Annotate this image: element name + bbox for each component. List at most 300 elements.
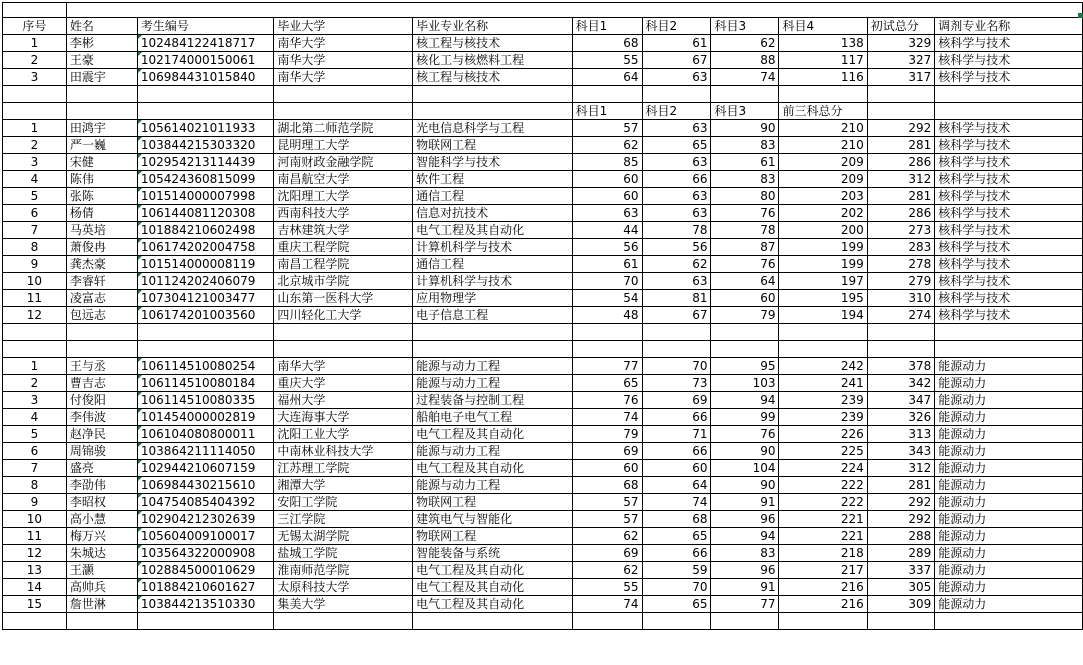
cell-score4[interactable]: 199: [779, 239, 867, 256]
blank-cell[interactable]: [3, 613, 67, 630]
blank-cell[interactable]: [779, 613, 867, 630]
cell-university[interactable]: 山东第一医科大学: [274, 290, 413, 307]
cell-subject3[interactable]: 90: [711, 477, 779, 494]
blank-cell[interactable]: [137, 86, 273, 103]
cell-subject3[interactable]: 77: [711, 596, 779, 613]
cell-candidate-id[interactable]: 101124202406079: [137, 273, 273, 290]
cell-transfer-major[interactable]: 能源动力: [935, 477, 1083, 494]
cell-transfer-major[interactable]: 核科学与技术: [935, 137, 1083, 154]
blank-cell[interactable]: [867, 324, 935, 341]
cell-major[interactable]: 核工程与核技术: [413, 69, 572, 86]
blank-cell[interactable]: [137, 324, 273, 341]
cell-subject1[interactable]: 68: [572, 35, 642, 52]
cell-candidate-id[interactable]: 104754085404392: [137, 494, 273, 511]
cell-subject2[interactable]: 70: [642, 358, 711, 375]
header-cell-4[interactable]: 毕业专业名称: [413, 18, 572, 35]
blank-cell[interactable]: [867, 613, 935, 630]
cell-score4[interactable]: 199: [779, 256, 867, 273]
sub-header-cell-1[interactable]: 科目2: [642, 103, 711, 120]
cell-score4[interactable]: 221: [779, 511, 867, 528]
cell-name[interactable]: 詹世淋: [66, 596, 137, 613]
cell-subject1[interactable]: 54: [572, 290, 642, 307]
cell-subject2[interactable]: 73: [642, 375, 711, 392]
cell-university[interactable]: 重庆大学: [274, 375, 413, 392]
blank-cell[interactable]: [779, 341, 867, 358]
cell-subject2[interactable]: 67: [642, 307, 711, 324]
cell-no[interactable]: 2: [3, 137, 67, 154]
blank-cell[interactable]: [137, 103, 273, 120]
cell-subject3[interactable]: 76: [711, 256, 779, 273]
cell-university[interactable]: 北京城市学院: [274, 273, 413, 290]
blank-cell[interactable]: [274, 613, 413, 630]
cell-candidate-id[interactable]: 101514000007998: [137, 188, 273, 205]
cell-transfer-major[interactable]: 能源动力: [935, 596, 1083, 613]
cell-no[interactable]: 11: [3, 528, 67, 545]
cell-name[interactable]: 曹吉志: [66, 375, 137, 392]
cell-subject3[interactable]: 96: [711, 562, 779, 579]
cell-name[interactable]: 凌富志: [66, 290, 137, 307]
cell-subject3[interactable]: 61: [711, 154, 779, 171]
cell-subject3[interactable]: 79: [711, 307, 779, 324]
blank-cell[interactable]: [3, 103, 67, 120]
cell-subject3[interactable]: 90: [711, 443, 779, 460]
cell-name[interactable]: 赵净民: [66, 426, 137, 443]
cell-major[interactable]: 电气工程及其自动化: [413, 579, 572, 596]
cell-candidate-id[interactable]: 103564322000908: [137, 545, 273, 562]
cell-no[interactable]: 3: [3, 154, 67, 171]
blank-cell[interactable]: [711, 341, 779, 358]
cell-subject1[interactable]: 61: [572, 256, 642, 273]
cell-name[interactable]: 田鸿宇: [66, 120, 137, 137]
cell-university[interactable]: 大连海事大学: [274, 409, 413, 426]
cell-major[interactable]: 电气工程及其自动化: [413, 426, 572, 443]
cell-total[interactable]: 288: [867, 528, 935, 545]
cell-total[interactable]: 278: [867, 256, 935, 273]
cell-university[interactable]: 昆明理工大学: [274, 137, 413, 154]
cell-no[interactable]: 6: [3, 205, 67, 222]
header-cell-6[interactable]: 科目2: [642, 18, 711, 35]
cell-major[interactable]: 物联网工程: [413, 137, 572, 154]
cell-subject1[interactable]: 64: [572, 69, 642, 86]
cell-subject2[interactable]: 64: [642, 477, 711, 494]
cell-total[interactable]: 342: [867, 375, 935, 392]
cell-candidate-id[interactable]: 102174000150061: [137, 52, 273, 69]
cell-total[interactable]: 326: [867, 409, 935, 426]
cell-major[interactable]: 智能装备与系统: [413, 545, 572, 562]
cell-transfer-major[interactable]: 核科学与技术: [935, 273, 1083, 290]
cell-total[interactable]: 292: [867, 511, 935, 528]
cell-score4[interactable]: 239: [779, 392, 867, 409]
cell-transfer-major[interactable]: 核科学与技术: [935, 205, 1083, 222]
blank-cell[interactable]: [867, 341, 935, 358]
cell-subject2[interactable]: 63: [642, 69, 711, 86]
cell-subject1[interactable]: 70: [572, 273, 642, 290]
blank-cell[interactable]: [572, 341, 642, 358]
cell-total[interactable]: 292: [867, 120, 935, 137]
cell-transfer-major[interactable]: 能源动力: [935, 358, 1083, 375]
blank-cell[interactable]: [413, 613, 572, 630]
cell-transfer-major[interactable]: 能源动力: [935, 511, 1083, 528]
cell-subject3[interactable]: 88: [711, 52, 779, 69]
cell-candidate-id[interactable]: 102954213114439: [137, 154, 273, 171]
sub-header-cell-0[interactable]: 科目1: [572, 103, 642, 120]
blank-cell[interactable]: [413, 324, 572, 341]
cell-major[interactable]: 计算机科学与技术: [413, 239, 572, 256]
cell-candidate-id[interactable]: 107304121003477: [137, 290, 273, 307]
cell-major[interactable]: 电气工程及其自动化: [413, 562, 572, 579]
cell-subject3[interactable]: 96: [711, 511, 779, 528]
cell-major[interactable]: 通信工程: [413, 188, 572, 205]
cell-transfer-major[interactable]: 核科学与技术: [935, 290, 1083, 307]
cell-candidate-id[interactable]: 103844213510330: [137, 596, 273, 613]
cell-university[interactable]: 重庆工程学院: [274, 239, 413, 256]
cell-score4[interactable]: 225: [779, 443, 867, 460]
cell-name[interactable]: 高小慧: [66, 511, 137, 528]
cell-subject3[interactable]: 60: [711, 290, 779, 307]
cell-candidate-id[interactable]: 105424360815099: [137, 171, 273, 188]
header-cell-5[interactable]: 科目1: [572, 18, 642, 35]
cell-candidate-id[interactable]: 105604009100017: [137, 528, 273, 545]
cell-subject1[interactable]: 74: [572, 596, 642, 613]
blank-cell[interactable]: [3, 324, 67, 341]
cell-name[interactable]: 王灏: [66, 562, 137, 579]
cell-transfer-major[interactable]: 核科学与技术: [935, 307, 1083, 324]
cell-subject1[interactable]: 63: [572, 205, 642, 222]
cell-university[interactable]: 沈阳工业大学: [274, 426, 413, 443]
blank-cell[interactable]: [66, 324, 137, 341]
cell-subject1[interactable]: 60: [572, 188, 642, 205]
blank-cell[interactable]: [572, 86, 642, 103]
cell-major[interactable]: 物联网工程: [413, 494, 572, 511]
cell-total[interactable]: 312: [867, 460, 935, 477]
cell-transfer-major[interactable]: 核科学与技术: [935, 52, 1083, 69]
cell-no[interactable]: 15: [3, 596, 67, 613]
cell-university[interactable]: 盐城工学院: [274, 545, 413, 562]
cell-subject2[interactable]: 56: [642, 239, 711, 256]
cell-university[interactable]: 湖北第二师范学院: [274, 120, 413, 137]
cell-total[interactable]: 286: [867, 154, 935, 171]
cell-name[interactable]: 萧俊冉: [66, 239, 137, 256]
cell-score4[interactable]: 218: [779, 545, 867, 562]
cell-transfer-major[interactable]: 核科学与技术: [935, 188, 1083, 205]
blank-cell[interactable]: [572, 613, 642, 630]
cell-university[interactable]: 南华大学: [274, 358, 413, 375]
header-cell-10[interactable]: 调剂专业名称: [935, 18, 1083, 35]
cell-subject3[interactable]: 83: [711, 545, 779, 562]
cell-transfer-major[interactable]: 核科学与技术: [935, 171, 1083, 188]
cell-subject3[interactable]: 87: [711, 239, 779, 256]
blank-cell[interactable]: [642, 613, 711, 630]
cell-score4[interactable]: 239: [779, 409, 867, 426]
cell-candidate-id[interactable]: 106114510080184: [137, 375, 273, 392]
cell-subject2[interactable]: 63: [642, 120, 711, 137]
cell-subject1[interactable]: 62: [572, 137, 642, 154]
cell-candidate-id[interactable]: 102944210607159: [137, 460, 273, 477]
cell-name[interactable]: 李彬: [66, 35, 137, 52]
cell-total[interactable]: 274: [867, 307, 935, 324]
cell-university[interactable]: 西南科技大学: [274, 205, 413, 222]
cell-university[interactable]: 集美大学: [274, 596, 413, 613]
blank-cell[interactable]: [935, 86, 1083, 103]
cell-score4[interactable]: 216: [779, 579, 867, 596]
sub-header-cell-3[interactable]: 前三科总分: [779, 103, 867, 120]
cell-candidate-id[interactable]: 101884210602498: [137, 222, 273, 239]
cell-transfer-major[interactable]: 核科学与技术: [935, 154, 1083, 171]
blank-cell[interactable]: [66, 613, 137, 630]
blank-cell[interactable]: [935, 341, 1083, 358]
cell-name[interactable]: 付俊阳: [66, 392, 137, 409]
cell-score4[interactable]: 195: [779, 290, 867, 307]
cell-major[interactable]: 能源与动力工程: [413, 443, 572, 460]
cell-transfer-major[interactable]: 能源动力: [935, 375, 1083, 392]
cell-subject1[interactable]: 65: [572, 375, 642, 392]
cell-candidate-id[interactable]: 103844215303320: [137, 137, 273, 154]
cell-university[interactable]: 南昌工程学院: [274, 256, 413, 273]
cell-subject1[interactable]: 44: [572, 222, 642, 239]
cell-subject1[interactable]: 60: [572, 171, 642, 188]
cell-subject2[interactable]: 66: [642, 443, 711, 460]
cell-no[interactable]: 2: [3, 52, 67, 69]
cell-subject2[interactable]: 68: [642, 511, 711, 528]
cell-subject2[interactable]: 65: [642, 596, 711, 613]
cell-major[interactable]: 能源与动力工程: [413, 358, 572, 375]
cell-subject1[interactable]: 56: [572, 239, 642, 256]
cell-transfer-major[interactable]: 能源动力: [935, 392, 1083, 409]
blank-cell[interactable]: [711, 86, 779, 103]
blank-cell[interactable]: [274, 324, 413, 341]
cell-university[interactable]: 南华大学: [274, 69, 413, 86]
selected-range[interactable]: [66, 3, 1082, 18]
cell-no[interactable]: 9: [3, 256, 67, 273]
cell-name[interactable]: 李睿轩: [66, 273, 137, 290]
cell-total[interactable]: 327: [867, 52, 935, 69]
cell-transfer-major[interactable]: 核科学与技术: [935, 35, 1083, 52]
cell-subject3[interactable]: 76: [711, 205, 779, 222]
cell-no[interactable]: 1: [3, 35, 67, 52]
cell-subject1[interactable]: 57: [572, 120, 642, 137]
cell-candidate-id[interactable]: 103864211114050: [137, 443, 273, 460]
cell-subject1[interactable]: 48: [572, 307, 642, 324]
cell-subject2[interactable]: 66: [642, 171, 711, 188]
blank-cell[interactable]: [274, 86, 413, 103]
cell-university[interactable]: 江苏理工学院: [274, 460, 413, 477]
cell-candidate-id[interactable]: 101884210601627: [137, 579, 273, 596]
cell-transfer-major[interactable]: 能源动力: [935, 443, 1083, 460]
cell-subject3[interactable]: 78: [711, 222, 779, 239]
cell-candidate-id[interactable]: 106114510080335: [137, 392, 273, 409]
cell-total[interactable]: 281: [867, 137, 935, 154]
cell-subject1[interactable]: 76: [572, 392, 642, 409]
cell-total[interactable]: 289: [867, 545, 935, 562]
cell-score4[interactable]: 209: [779, 154, 867, 171]
cell-university[interactable]: 四川轻化工大学: [274, 307, 413, 324]
cell-total[interactable]: 286: [867, 205, 935, 222]
cell-subject2[interactable]: 71: [642, 426, 711, 443]
cell-subject2[interactable]: 65: [642, 528, 711, 545]
cell-name[interactable]: 朱城达: [66, 545, 137, 562]
blank-cell[interactable]: [3, 341, 67, 358]
cell-candidate-id[interactable]: 106144081120308: [137, 205, 273, 222]
cell-score4[interactable]: 224: [779, 460, 867, 477]
cell-transfer-major[interactable]: 核科学与技术: [935, 239, 1083, 256]
cell-name[interactable]: 李昭权: [66, 494, 137, 511]
cell-name[interactable]: 宋健: [66, 154, 137, 171]
cell-university[interactable]: 沈阳理工大学: [274, 188, 413, 205]
cell-score4[interactable]: 194: [779, 307, 867, 324]
cell-total[interactable]: 273: [867, 222, 935, 239]
header-cell-9[interactable]: 初试总分: [867, 18, 935, 35]
cell-university[interactable]: 安阳工学院: [274, 494, 413, 511]
cell-transfer-major[interactable]: 核科学与技术: [935, 69, 1083, 86]
cell-university[interactable]: 无锡太湖学院: [274, 528, 413, 545]
cell-subject2[interactable]: 60: [642, 460, 711, 477]
cell-subject2[interactable]: 67: [642, 52, 711, 69]
cell-candidate-id[interactable]: 101514000008119: [137, 256, 273, 273]
cell-major[interactable]: 核化工与核燃料工程: [413, 52, 572, 69]
cell-subject1[interactable]: 62: [572, 562, 642, 579]
cell-major[interactable]: 核工程与核技术: [413, 35, 572, 52]
cell-subject3[interactable]: 83: [711, 137, 779, 154]
cell-score4[interactable]: 116: [779, 69, 867, 86]
cell-name[interactable]: 盛亮: [66, 460, 137, 477]
cell-subject1[interactable]: 77: [572, 358, 642, 375]
cell-subject2[interactable]: 61: [642, 35, 711, 52]
cell-candidate-id[interactable]: 106984431015840: [137, 69, 273, 86]
cell-subject3[interactable]: 80: [711, 188, 779, 205]
cell-total[interactable]: 343: [867, 443, 935, 460]
cell-no[interactable]: 3: [3, 392, 67, 409]
blank-cell[interactable]: [935, 613, 1083, 630]
cell-major[interactable]: 通信工程: [413, 256, 572, 273]
cell-subject3[interactable]: 74: [711, 69, 779, 86]
cell-major[interactable]: 能源与动力工程: [413, 375, 572, 392]
cell-name[interactable]: 周锦骏: [66, 443, 137, 460]
blank-cell[interactable]: [137, 341, 273, 358]
cell-major[interactable]: 电气工程及其自动化: [413, 222, 572, 239]
cell-subject2[interactable]: 66: [642, 545, 711, 562]
cell-score4[interactable]: 242: [779, 358, 867, 375]
selection-fill-handle-icon[interactable]: [1078, 13, 1083, 18]
cell-major[interactable]: 智能科学与技术: [413, 154, 572, 171]
blank-cell[interactable]: [274, 103, 413, 120]
cell-name[interactable]: 李伟波: [66, 409, 137, 426]
cell-subject2[interactable]: 65: [642, 137, 711, 154]
cell-major[interactable]: 计算机科学与技术: [413, 273, 572, 290]
cell-total[interactable]: 317: [867, 69, 935, 86]
cell-transfer-major[interactable]: 能源动力: [935, 426, 1083, 443]
cell-no[interactable]: 14: [3, 579, 67, 596]
cell-major[interactable]: 电子信息工程: [413, 307, 572, 324]
cell-subject3[interactable]: 99: [711, 409, 779, 426]
cell-subject1[interactable]: 55: [572, 52, 642, 69]
cell-candidate-id[interactable]: 102904212302639: [137, 511, 273, 528]
cell-total[interactable]: 279: [867, 273, 935, 290]
cell-subject3[interactable]: 91: [711, 579, 779, 596]
cell-major[interactable]: 信息对抗技术: [413, 205, 572, 222]
cell-total[interactable]: 378: [867, 358, 935, 375]
cell-subject2[interactable]: 81: [642, 290, 711, 307]
cell-score4[interactable]: 241: [779, 375, 867, 392]
cell-score4[interactable]: 222: [779, 494, 867, 511]
cell-name[interactable]: 田震宇: [66, 69, 137, 86]
cell-major[interactable]: 光电信息科学与工程: [413, 120, 572, 137]
cell-score4[interactable]: 226: [779, 426, 867, 443]
blank-cell[interactable]: [413, 86, 572, 103]
blank-cell[interactable]: [642, 324, 711, 341]
cell-university[interactable]: 湘潭大学: [274, 477, 413, 494]
sub-header-cell-2[interactable]: 科目3: [711, 103, 779, 120]
blank-cell[interactable]: [867, 103, 935, 120]
cell-no[interactable]: 12: [3, 307, 67, 324]
cell-total[interactable]: 310: [867, 290, 935, 307]
cell-total[interactable]: 305: [867, 579, 935, 596]
cell-score4[interactable]: 221: [779, 528, 867, 545]
cell-no[interactable]: 1: [3, 120, 67, 137]
cell-university[interactable]: 南华大学: [274, 35, 413, 52]
header-cell-1[interactable]: 姓名: [66, 18, 137, 35]
cell-candidate-id[interactable]: 101454000002819: [137, 409, 273, 426]
cell-no[interactable]: 12: [3, 545, 67, 562]
cell-no[interactable]: 10: [3, 273, 67, 290]
cell-major[interactable]: 电气工程及其自动化: [413, 596, 572, 613]
cell-major[interactable]: 能源与动力工程: [413, 477, 572, 494]
cell-score4[interactable]: 210: [779, 137, 867, 154]
blank-cell[interactable]: [3, 86, 67, 103]
cell-subject1[interactable]: 57: [572, 511, 642, 528]
cell-name[interactable]: 李劭伟: [66, 477, 137, 494]
cell-subject2[interactable]: 62: [642, 256, 711, 273]
cell-score4[interactable]: 197: [779, 273, 867, 290]
cell-subject3[interactable]: 83: [711, 171, 779, 188]
cell-transfer-major[interactable]: 能源动力: [935, 409, 1083, 426]
blank-cell[interactable]: [935, 324, 1083, 341]
cell-no[interactable]: 5: [3, 426, 67, 443]
cell-name[interactable]: 严一巍: [66, 137, 137, 154]
cell-major[interactable]: 建筑电气与智能化: [413, 511, 572, 528]
header-cell-0[interactable]: 序号: [3, 18, 67, 35]
cell-total[interactable]: 292: [867, 494, 935, 511]
cell-score4[interactable]: 222: [779, 477, 867, 494]
cell-major[interactable]: 电气工程及其自动化: [413, 460, 572, 477]
cell-name[interactable]: 梅万兴: [66, 528, 137, 545]
cell-candidate-id[interactable]: 105614021011933: [137, 120, 273, 137]
cell-subject1[interactable]: 60: [572, 460, 642, 477]
blank-cell[interactable]: [779, 86, 867, 103]
cell-subject1[interactable]: 69: [572, 545, 642, 562]
cell-total[interactable]: 347: [867, 392, 935, 409]
cell-no[interactable]: 9: [3, 494, 67, 511]
cell-transfer-major[interactable]: 能源动力: [935, 545, 1083, 562]
blank-cell[interactable]: [572, 324, 642, 341]
cell-name[interactable]: 王与丞: [66, 358, 137, 375]
cell-university[interactable]: 中南林业科技大学: [274, 443, 413, 460]
cell-no[interactable]: 8: [3, 239, 67, 256]
cell-total[interactable]: 337: [867, 562, 935, 579]
cell-transfer-major[interactable]: 能源动力: [935, 562, 1083, 579]
cell-subject2[interactable]: 69: [642, 392, 711, 409]
header-cell-8[interactable]: 科目4: [779, 18, 867, 35]
cell-score4[interactable]: 138: [779, 35, 867, 52]
blank-cell[interactable]: [137, 613, 273, 630]
cell-total[interactable]: 309: [867, 596, 935, 613]
cell-candidate-id[interactable]: 106984430215610: [137, 477, 273, 494]
cell-subject1[interactable]: 62: [572, 528, 642, 545]
cell-no[interactable]: 4: [3, 409, 67, 426]
cell-university[interactable]: 三江学院: [274, 511, 413, 528]
header-cell-7[interactable]: 科目3: [711, 18, 779, 35]
cell-candidate-id[interactable]: 106174202004758: [137, 239, 273, 256]
cell-name[interactable]: 马英培: [66, 222, 137, 239]
